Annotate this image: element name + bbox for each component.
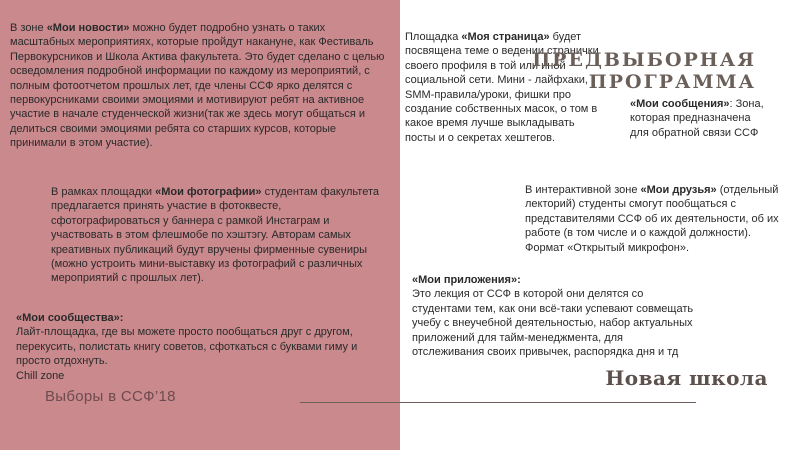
communities-paragraph: «Мои сообщества»: Лайт-площадка, где вы можете просто пообщаться друг с другом, перекусить, полистать книгу советов, сфоткаться с буквами гиму и просто отдохнуть. Chill zone [16, 312, 358, 382]
program-heading-line2: ПРОГРАММА [588, 71, 756, 93]
program-heading [532, 49, 756, 93]
footer-elections-label: Выборы в ССФ’18 [45, 388, 176, 405]
program-heading-line1: ПРЕДВЫБОРНАЯ [532, 49, 756, 71]
photos-paragraph: В рамках площадки «Мои фотографии» студентам факультета предлагается принять участие в фотоквесте, сфотографироваться у баннера с рамкой Инстаграм и участвовать в этом флешмобе по хэштэгу. Авторам самых креативных публикаций будут вручены фирменные сувениры (можно устроить мини-выставку из фотографий с различных мероприятий с прошлых лет). [51, 186, 379, 285]
footer-divider [300, 402, 696, 403]
mypage-paragraph: Площадка «Моя страница» будет посвящена теме о ведении странички своего профиля в той или иной социальной сети. Мини - лайфхаки, SMM-правила/уроки, фишки про создание собственных масок, о том в какое время лучше выкладывать посты и о секретах хештегов. [405, 31, 599, 144]
friends-paragraph: В интерактивной зоне «Мои друзья» (отдельный лекторий) студенты смогут пообщаться с представителями ССФ об их деятельности, об их работе (в том числе и о каждой должности). Формат «Открытый микрофон». [525, 184, 779, 254]
apps-paragraph: «Мои приложения»: Это лекция от ССФ в которой они делятся со студентами тем, как они всё-таки успевают совмещать учебу с внеучебной деятельностью, набор актуальных приложений для тайм-менеджмента, для отслеживания своих привычек, распорядка дня и тд [412, 274, 694, 359]
messages-paragraph: «Мои сообщения»: Зона, которая предназначена для обратной связи ССФ [630, 98, 764, 139]
footer-new-school-label: Новая школа [605, 366, 768, 390]
news-paragraph: В зоне «Мои новости» можно будет подробно узнать о таких масштабных мероприятиях, которые пройдут накануне, как Фестиваль Первокурсников и Школа Актива факультета. Это будет сделано с целью осведомления подробной информации по каждому из мероприятий, с полным фотоотчетом прошлых лет, где члены ССФ ярко делятся с первокурсниками своими эмоциями и мотивируют ребят на активное участие в начале студенческой жизни(так же здесь могут общаться и делиться своими эмоциями ребята со старших курсов, которые принимали в этом участие). [10, 22, 385, 150]
